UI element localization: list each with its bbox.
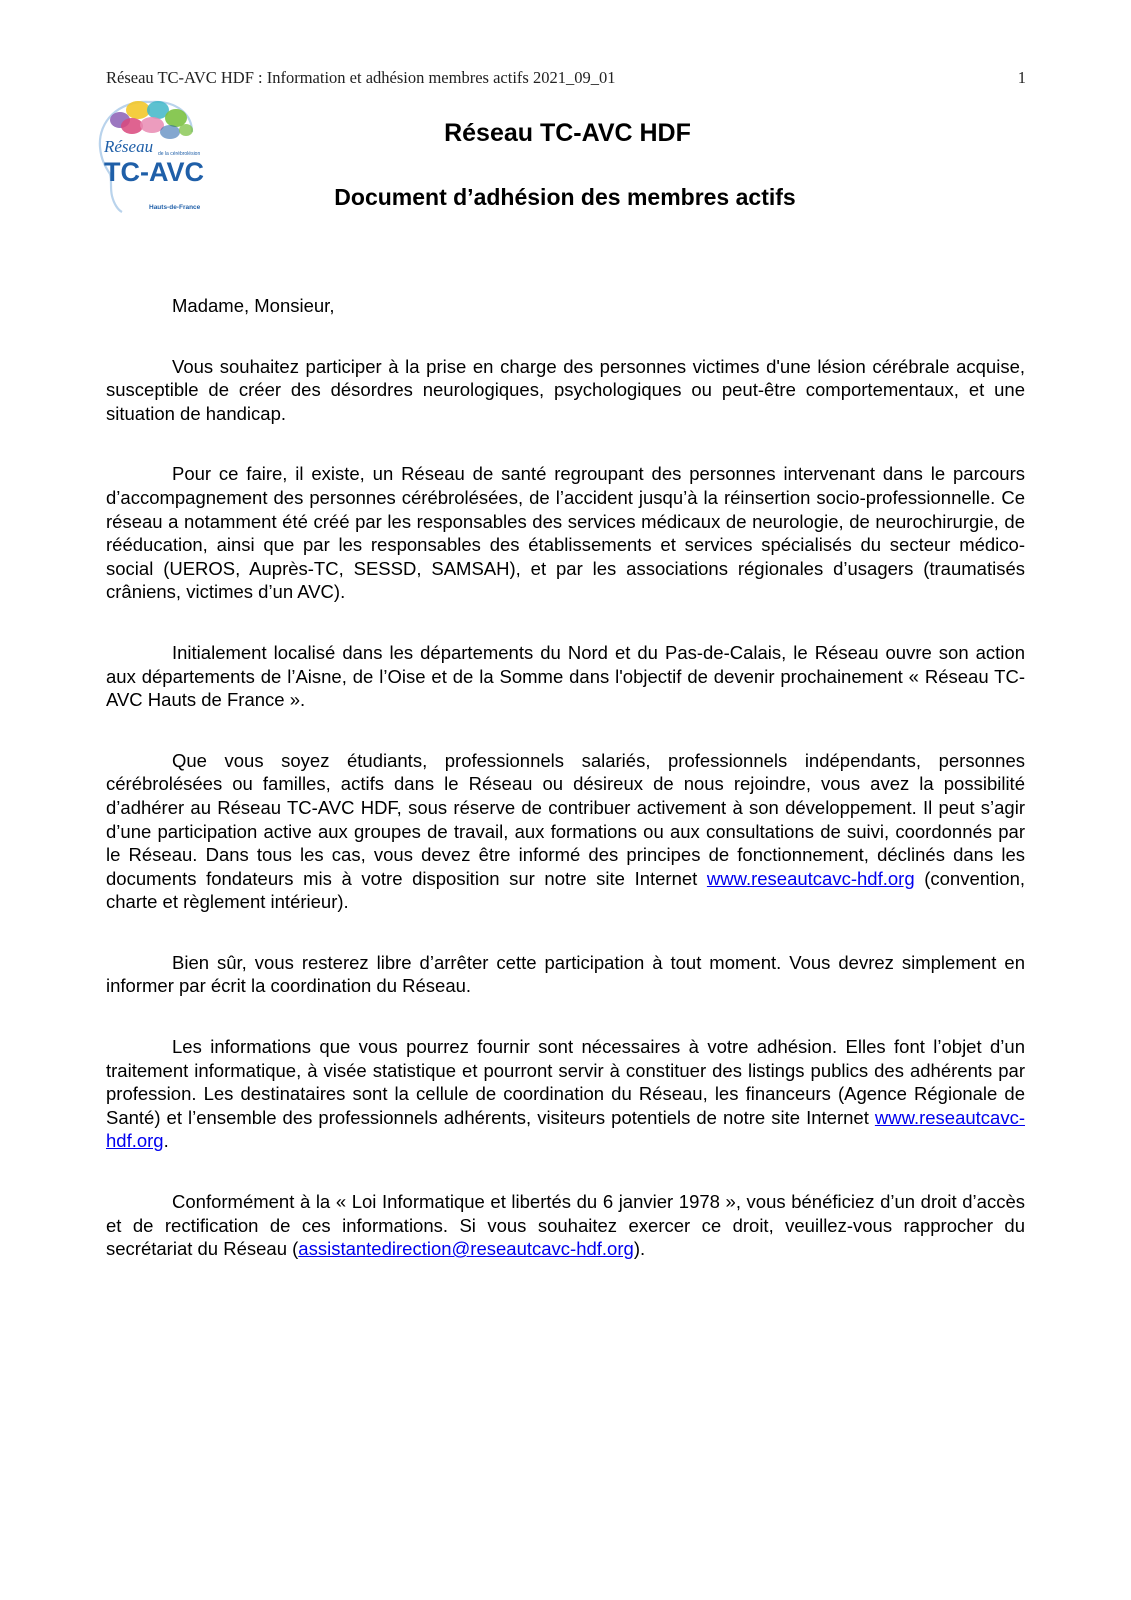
running-header-title: Réseau TC-AVC HDF : Information et adhésion membres actifs 2021_09_01 — [106, 68, 616, 87]
reseau-tc-avc-logo — [88, 92, 228, 214]
document-title: Réseau TC-AVC HDF — [444, 119, 691, 147]
website-link[interactable]: www.reseautcavc-hdf.org — [706, 867, 915, 889]
email-link[interactable]: assistantedirection@reseautcavc-hdf.org — [298, 1238, 634, 1260]
paragraph-1: Vous souhaitez participer à la prise en charge des personnes victimes d'une lésion cérébrale acquise, susceptible de créer des désordres neurologiques, psychologiques ou peut-être comportementaux, et une situation de handicap. — [106, 355, 1025, 424]
paragraph-7 — [106, 1190, 1025, 1261]
paragraph-4-text: Que vous soyez étudiants, professionnels salariés, professionnels indépendants, personnes cérébrolésées ou familles, actifs dans le Réseau ou désireux de nous rejoindre, vous avez la possibilité d’adhérer au Réseau TC-AVC HDF, sous réserve de contribuer activement à son développement. Il peut s’agir d’une participation active aux groupes de travail, aux formations ou aux consultations de suivi, coordonnés par le Réseau. Dans tous les cas, vous devez être informé des principes de fonctionnement, déclinés dans les documents fondateurs mis à votre disposition sur notre site Internet — [106, 749, 1025, 889]
paragraph-4 — [106, 749, 1025, 914]
running-header — [106, 68, 1026, 88]
logo-word-reseau: Réseau — [104, 137, 154, 156]
paragraph-7-text-end: ). — [633, 1238, 646, 1260]
paragraph-3: Initialement localisé dans les départements du Nord et du Pas-de-Calais, le Réseau ouvre son action aux départements de l’Aisne, de l’Oise et de la Somme dans l'objectif de devenir prochainement « Réseau TC-AVC Hauts de France ». — [106, 641, 1025, 711]
salutation: Madame, Monsieur, — [172, 295, 335, 316]
paragraph-2: Pour ce faire, il existe, un Réseau de santé regroupant des personnes intervenant dans le parcours d’accompagnement des personnes cérébrolésées, de l’accident jusqu’à la réinsertion socio-professionnelle. Ce réseau a notamment été créé par les responsables des services médicaux de neurologie, de neurochirurgie, de rééducation, ainsi que par les responsables des établissements et services spécialisés du secteur médico-social (UEROS, Auprès-TC, SESSD, SAMSAH), et par les associations régionales d’usagers (traumatisés crâniens, victimes d’un AVC). — [106, 463, 1025, 603]
paragraph-6 — [106, 1035, 1025, 1153]
page-number: 1 — [1017, 68, 1026, 87]
logo-tagline: de la cérébrolésion — [158, 151, 201, 157]
paragraph-6-text: Les informations que vous pourrez fournir sont nécessaires à votre adhésion. Elles font l’objet d’un traitement informatique, à visée statistique et pourront servir à constituer des listings publics des adhérents par profession. Les destinataires sont la cellule de coordination du Réseau, les financeurs (Agence Régionale de Santé) et l’ensemble des professionnels adhérents, visiteurs potentiels de notre site Internet — [106, 1036, 1025, 1128]
letter-body — [106, 294, 1025, 1298]
paragraph-7-text: Conformément à la « Loi Informatique et libertés du 6 janvier 1978 », vous bénéficiez d’un droit d’accès et de rectification de ces informations. Si vous souhaitez exercer ce droit, veuillez-vous rapprocher du secrétariat du Réseau ( — [106, 1191, 1025, 1260]
logo-region: Hauts-de-France — [149, 204, 201, 211]
website-link-2[interactable]: www.reseautcavc-hdf.org — [106, 1106, 1025, 1152]
paragraph-4-text-end: (convention, charte et règlement intérieur). — [106, 867, 1025, 913]
paragraph-5: Bien sûr, vous resterez libre d’arrêter cette participation à tout moment. Vous devrez simplement en informer par écrit la coordination du Réseau. — [106, 951, 1025, 997]
document-subtitle: Document d’adhésion des membres actifs — [334, 184, 796, 210]
paragraph-6-text-end: . — [163, 1130, 169, 1152]
logo-name: TC-AVC — [104, 157, 204, 187]
